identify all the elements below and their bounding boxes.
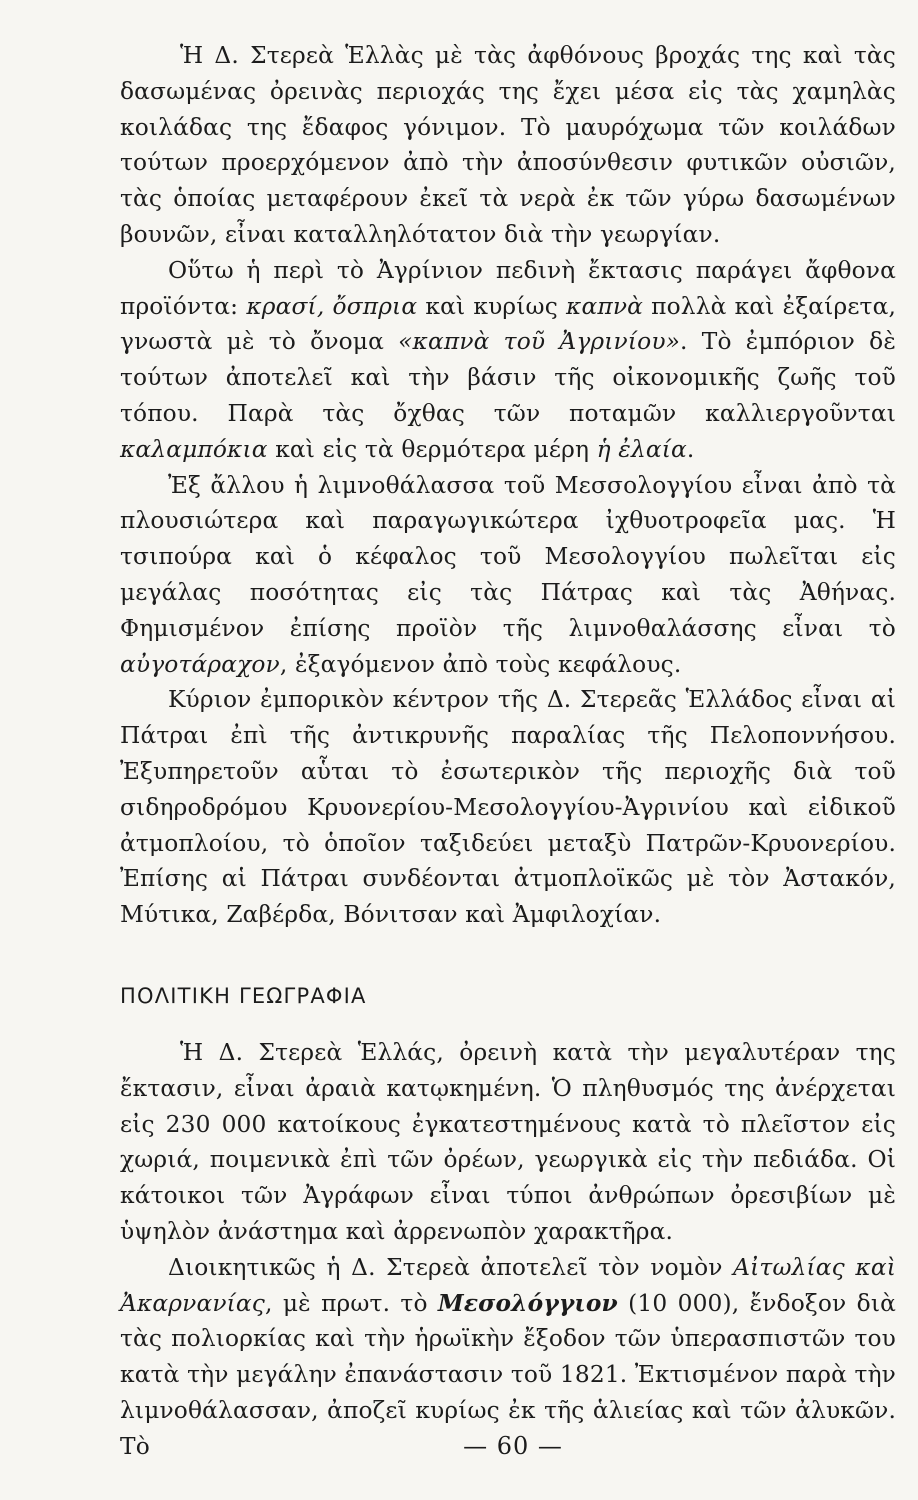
paragraph-patras [120, 682, 896, 933]
text: πολλὰ καὶ ἐξαίρετα, γνωστὰ μὲ τὸ ὄνομα [120, 292, 897, 356]
text: . [686, 435, 695, 463]
italic-term: καπνὰ [566, 292, 644, 320]
page-number: — 60 — [463, 1432, 563, 1460]
italic-term: Αἰτωλίας καὶ Ἀκαρνανίας [120, 1253, 896, 1317]
text: Ἡ Δ. Στερεὰ Ἑλλάς, ὀρεινὴ κατὰ τὴν μεγαλυτέραν της ἔκτασιν, εἶναι ἀραιὰ κατῳκημένη. Ὁ πληθυσμός της ἀνέρχεται εἰς 230 000 κατοίκους ἐγκατεστημένους κατὰ τὸ πλεῖστον εἰς χωριά, ποιμενικὰ ἐπὶ τῶν ὀρέων, γεωργικὰ εἰς τὴν πεδιάδα. Οἱ κάτοικοι τῶν Ἀγράφων εἶναι τύποι ἀνθρώπων ὀρεσιβίων μὲ ὑψηλὸν ἀνάστημα καὶ ἀρρενωπὸν χαρακτῆρα. [120, 1038, 896, 1245]
text: Οὕτω ἡ περὶ τὸ Ἀγρίνιον πεδινὴ ἔκτασις παράγει ἄφθονα προϊόντα: [120, 256, 896, 320]
italic-term: καλαμπόκια [120, 435, 268, 463]
text: Ἐξ ἄλλου ἡ λιμνοθάλασσα τοῦ Μεσσολογγίου εἶναι ἀπὸ τὰ πλουσιώτερα καὶ παραγωγικώτερα ἰχθυοτροφεῖα μας. Ἡ τσιπούρα καὶ ὁ κέφαλος τοῦ Μεσολογγίου πωλεῖται εἰς μεγάλας ποσότητας εἰς τὰς Πάτρας καὶ τὰς Ἀθήνας. Φημισμένον ἐπίσης προϊὸν τῆς λιμνοθαλάσσης εἶναι τὸ [120, 471, 896, 642]
text: Διοικητικῶς ἡ Δ. Στερεὰ ἀποτελεῖ τὸν νομὸν [168, 1253, 734, 1281]
section-heading: ΠΟΛΙΤΙΚΗ ΓΕΩΓΡΑΦΙΑ [120, 983, 367, 1008]
paragraph-agrinio-products [120, 253, 896, 468]
text: καὶ κυρίως [417, 292, 567, 320]
paragraph-fertile-soil [120, 38, 896, 253]
text: , μὲ πρωτ. τὸ [265, 1289, 438, 1317]
italic-term: αὐγοτάραχον [120, 650, 280, 678]
bold-term: Μεσολόγγιον [437, 1289, 618, 1317]
italic-term: ἡ ἐλαία [596, 435, 687, 463]
text: Ἡ Δ. Στερεὰ Ἑλλὰς μὲ τὰς ἀφθόνους βροχάς της καὶ τὰς δασωμένας ὀρεινὰς περιοχάς της ἔχει μέσα εἰς τὰς χαμηλὰς κοιλάδας της ἔδαφος γόνιμον. Τὸ μαυρόχωμα τῶν κοιλάδων τούτων προερχόμενον ἀπὸ τὴν ἀποσύνθεσιν φυτικῶν οὐσιῶν, τὰς ὁποίας μεταφέρουν ἐκεῖ τὰ νερὰ ἐκ τῶν γύρω δασωμένων βουνῶν, εἶναι καταλληλότατον διὰ τὴν γεωργίαν. [120, 42, 896, 248]
italic-term: κρασί, ὄσπρια [246, 292, 418, 320]
italic-term: «καπνὰ τοῦ Ἀγρινίου» [398, 328, 681, 356]
text: Κύριον ἐμπορικὸν κέντρον τῆς Δ. Στερεᾶς Ἑλλάδος εἶναι αἱ Πάτραι ἐπὶ τῆς ἀντικρυνῆς παραλίας τῆς Πελοποννήσου. Ἐξυπηρετοῦν αὗται τὸ ἐσωτερικὸν τῆς περιοχῆς διὰ τοῦ σιδηροδρόμου Κρυονερίου-Μεσολογγίου-Ἀγρινίου καὶ εἰδικοῦ ἀτμοπλοίου, τὸ ὁποῖον ταξιδεύει μεταξὺ Πατρῶν-Κρυονερίου. Ἐπίσης αἱ Πάτραι συνδέονται ἀτμοπλοϊκῶς μὲ τὸν Ἀστακόν, Μύτικα, Ζαβέρδα, Βόνιτσαν καὶ Ἀμφιλοχίαν. [120, 686, 896, 929]
text: καὶ εἰς τὰ θερμότερα μέρη [267, 435, 597, 463]
text: . Τὸ ἐμπόριον δὲ τούτων ἀποτελεῖ καὶ τὴν βάσιν τῆς οἰκονομικῆς ζωῆς τοῦ τόπου. Παρὰ τὰς ὄχθας τῶν ποταμῶν καλλιεργοῦνται [120, 328, 896, 427]
paragraph-lagoon [120, 468, 896, 683]
paragraph-population [120, 1035, 896, 1250]
text: (10 000), ἔνδοξον διὰ τὰς πολιορκίας καὶ τὴν ἡρωϊκὴν ἔξοδον τῶν ὑπερασπιστῶν του κατὰ τὴν μεγάλην ἐπανάστασιν τοῦ 1821. Ἐκτισμένον παρὰ τὴν λιμνοθάλασσαν, ἀποζεῖ κυρίως ἐκ τῆς ἁλιείας καὶ τῶν ἀλυκῶν. Τὸ [120, 1289, 896, 1460]
text: , ἐξαγόμενον ἀπὸ τοὺς κεφάλους. [279, 650, 682, 678]
